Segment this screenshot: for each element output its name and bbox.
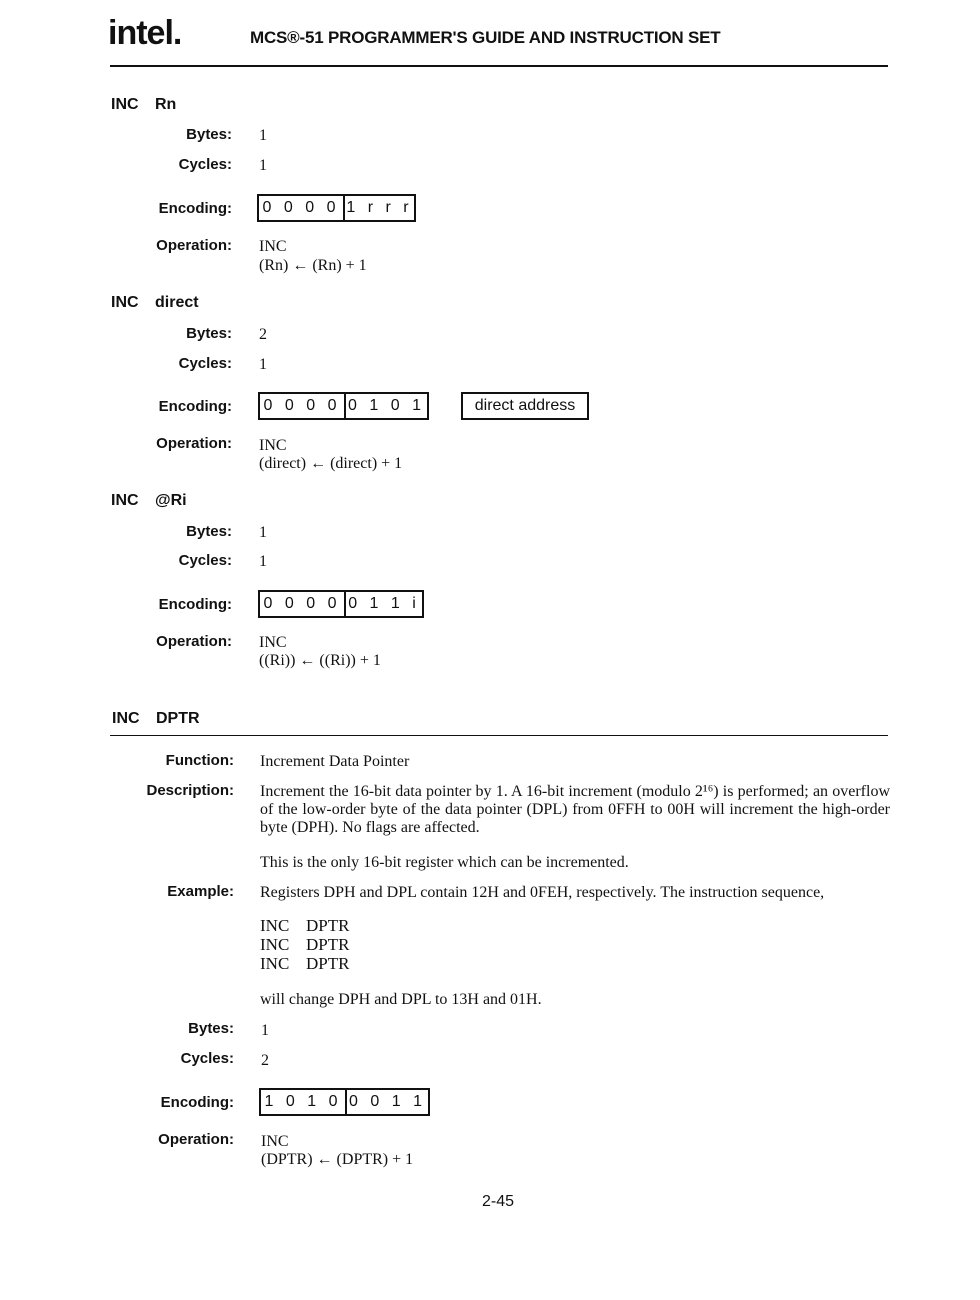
encoding-low-nibble: 0 1 0 1 bbox=[344, 394, 427, 418]
encoding-low-nibble: 0 1 1 i bbox=[344, 592, 422, 616]
cycles-label: Cycles: bbox=[180, 1050, 234, 1067]
cycles-label: Cycles: bbox=[178, 552, 232, 569]
encoding-box bbox=[257, 194, 416, 222]
code-line bbox=[260, 954, 349, 973]
code-op: INC bbox=[260, 935, 290, 954]
direct-address-box: direct address bbox=[461, 392, 589, 420]
intel-logo: intel. bbox=[108, 14, 182, 52]
cycles-value: 2 bbox=[261, 1052, 269, 1069]
encoding-label: Encoding: bbox=[158, 398, 232, 415]
operation-label: Operation: bbox=[156, 633, 232, 650]
description-text: Increment the 16-bit data pointer by 1. A 16-bit increment (modulo 2¹⁶) is performed; an overflow of the low-order byte of the data pointer (DPL) from 0FFH to 00H will increment the high-order byte (DPH). No flags are affected. bbox=[260, 783, 890, 836]
operation-label: Operation: bbox=[156, 435, 232, 452]
example-label: Example: bbox=[167, 883, 234, 900]
bytes-value: 1 bbox=[259, 127, 267, 144]
code-line bbox=[260, 916, 349, 935]
operand: @Ri bbox=[155, 492, 187, 509]
header-rule bbox=[110, 65, 888, 67]
page-number: 2-45 bbox=[482, 1193, 515, 1210]
operation-label: Operation: bbox=[158, 1131, 234, 1148]
mnemonic: INC bbox=[112, 710, 140, 727]
section-rule bbox=[110, 735, 888, 736]
operation-label: Operation: bbox=[156, 237, 232, 254]
cycles-label: Cycles: bbox=[178, 156, 232, 173]
operation-line1: INC bbox=[261, 1133, 289, 1150]
code-arg: DPTR bbox=[306, 954, 350, 973]
operand: DPTR bbox=[156, 710, 200, 727]
section-inc-dptr-heading bbox=[112, 710, 200, 728]
operation-line1: INC bbox=[259, 634, 287, 651]
code-arg: DPTR bbox=[306, 935, 350, 954]
encoding-low-nibble: 0 0 1 1 bbox=[345, 1090, 428, 1114]
section-inc-direct-heading bbox=[111, 294, 199, 312]
cycles-label: Cycles: bbox=[178, 355, 232, 372]
bytes-value: 1 bbox=[259, 524, 267, 541]
encoding-box bbox=[259, 1088, 430, 1116]
example-text: Registers DPH and DPL contain 12H and 0FEH, respectively. The instruction sequence, bbox=[260, 884, 825, 901]
section-inc-ri-heading bbox=[111, 492, 187, 510]
operation-line1: INC bbox=[259, 238, 287, 255]
encoding-box bbox=[258, 392, 429, 420]
encoding-low-nibble: 1 r r r bbox=[343, 196, 414, 220]
description-label: Description: bbox=[146, 782, 234, 799]
code-line bbox=[260, 935, 349, 954]
function-value: Increment Data Pointer bbox=[260, 753, 410, 770]
encoding-label: Encoding: bbox=[158, 200, 232, 217]
operation-line2: (DPTR) ← (DPTR) + 1 bbox=[261, 1151, 414, 1168]
operation-line2: ((Ri)) ← ((Ri)) + 1 bbox=[259, 652, 381, 669]
bytes-label: Bytes: bbox=[186, 126, 232, 143]
description-text-2: This is the only 16-bit register which can be incremented. bbox=[260, 854, 629, 871]
encoding-high-nibble: 0 0 0 0 bbox=[263, 397, 341, 414]
encoding-box bbox=[258, 590, 424, 618]
code-op: INC bbox=[260, 954, 290, 973]
bytes-label: Bytes: bbox=[186, 523, 232, 540]
encoding-high-nibble: 0 0 0 0 bbox=[263, 595, 341, 612]
operation-line2: (Rn) ← (Rn) + 1 bbox=[259, 257, 367, 274]
operand: direct bbox=[155, 294, 199, 311]
encoding-high-nibble: 1 0 1 0 bbox=[264, 1093, 342, 1110]
encoding-label: Encoding: bbox=[158, 596, 232, 613]
encoding-label: Encoding: bbox=[160, 1094, 234, 1111]
example-result: will change DPH and DPL to 13H and 01H. bbox=[260, 991, 542, 1008]
cycles-value: 1 bbox=[259, 157, 267, 174]
encoding-high-nibble: 0 0 0 0 bbox=[262, 199, 340, 216]
bytes-label: Bytes: bbox=[186, 325, 232, 342]
function-label: Function: bbox=[165, 752, 234, 769]
operand: Rn bbox=[155, 96, 177, 113]
operation-line1: INC bbox=[259, 437, 287, 454]
cycles-value: 1 bbox=[259, 356, 267, 373]
mnemonic: INC bbox=[111, 96, 139, 113]
page-header-title: MCS®-51 PROGRAMMER'S GUIDE AND INSTRUCTION SET bbox=[250, 28, 721, 47]
mnemonic: INC bbox=[111, 294, 139, 311]
bytes-value: 1 bbox=[261, 1022, 269, 1039]
code-arg: DPTR bbox=[306, 916, 350, 935]
cycles-value: 1 bbox=[259, 553, 267, 570]
section-inc-rn-heading bbox=[111, 96, 176, 114]
code-op: INC bbox=[260, 916, 290, 935]
bytes-value: 2 bbox=[259, 326, 267, 343]
mnemonic: INC bbox=[111, 492, 139, 509]
bytes-label: Bytes: bbox=[188, 1020, 234, 1037]
operation-line2: (direct) ← (direct) + 1 bbox=[259, 455, 403, 472]
